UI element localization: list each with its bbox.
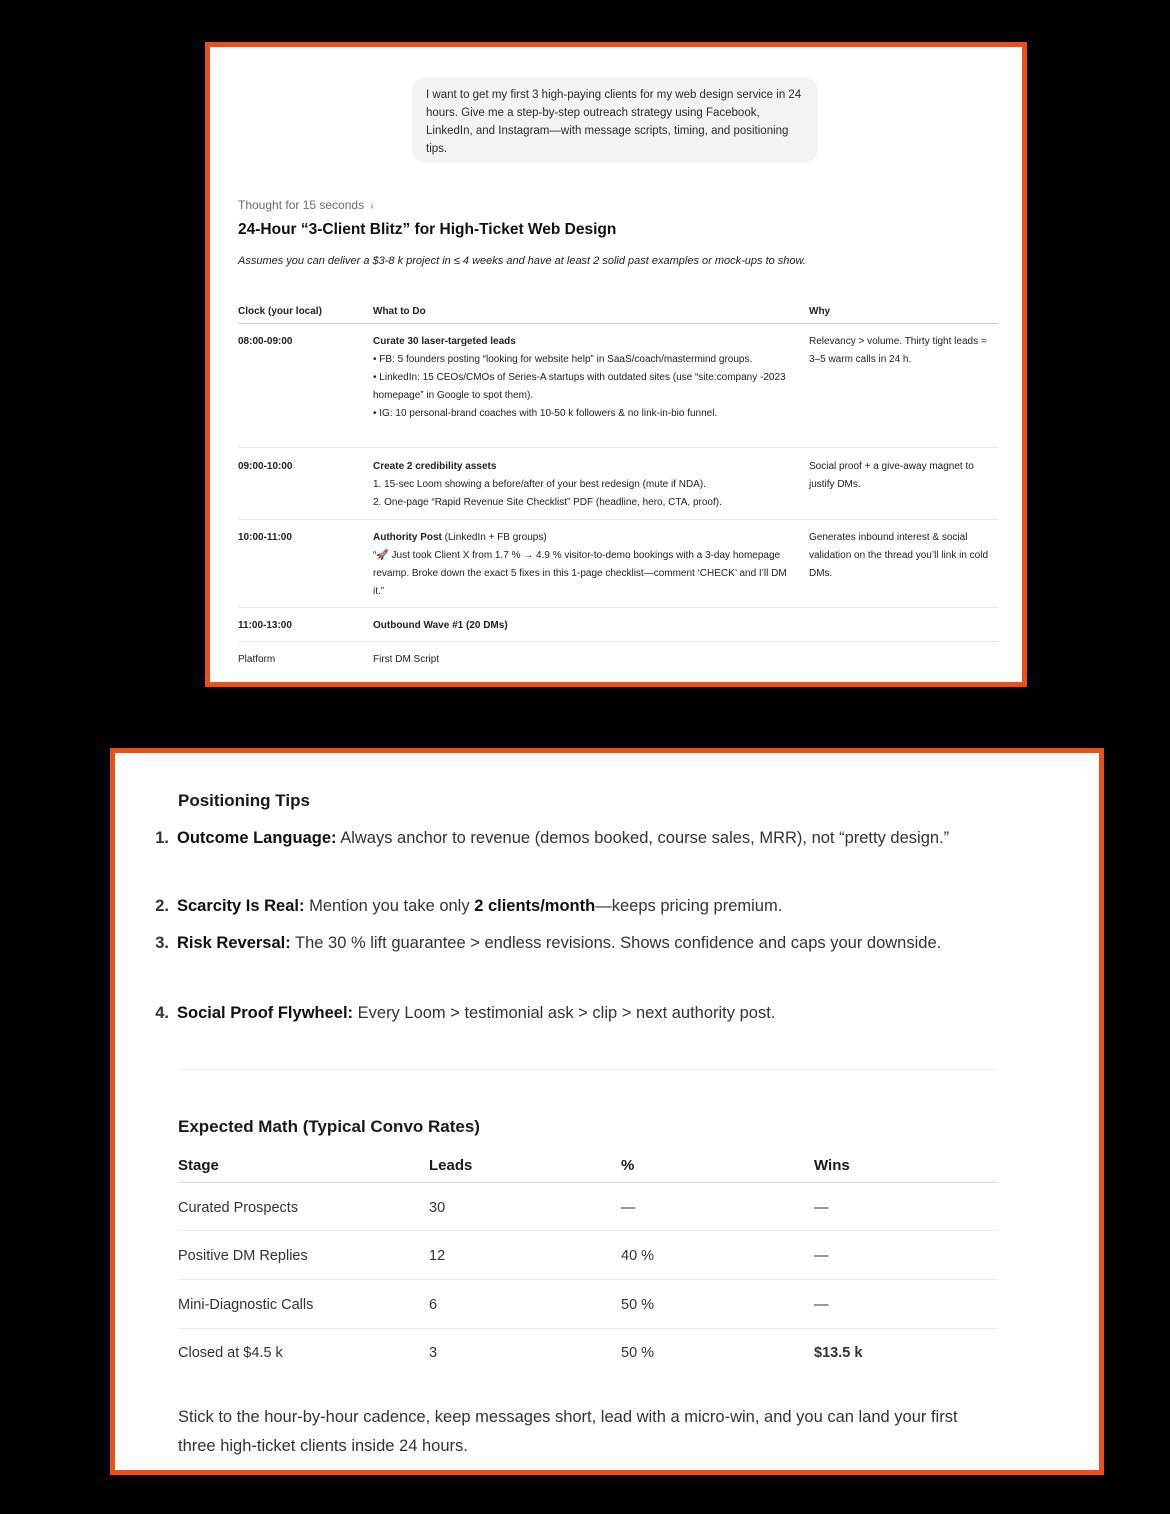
row-line: 1. 15-sec Loom showing a before/after of your best redesign (mute if NDA).: [373, 479, 706, 490]
row-line: “🚀 Just took Client X from 1.7 % → 4.9 % visitor-to-demo bookings with a 3-day homepage revamp. Broke down the exact 5 fixes in this 1-page checklist—comment ‘CHECK’ and I’ll DM it.”: [373, 550, 787, 597]
positioning-heading: Positioning Tips: [178, 791, 310, 810]
cell-leads: 12: [429, 1248, 446, 1264]
tip-bold: 2 clients/month: [474, 897, 596, 915]
row-time: 11:00-13:00: [238, 620, 292, 631]
row-time: 08:00-09:00: [238, 336, 293, 347]
tip-lead: Outcome Language:: [177, 829, 337, 847]
row-what: [373, 617, 788, 635]
row-line: • FB: 5 founders posting “looking for website help” in SaaS/coach/mastermind groups.: [373, 354, 753, 365]
row-title: Authority Post: [373, 532, 442, 543]
assumption-note: Assumes you can deliver a $3-8 k project in ≤ 4 weeks and have at least 2 solid past examples or mock-ups to show.: [238, 255, 806, 267]
divider: [178, 1328, 998, 1329]
chevron-right-icon: ›: [370, 201, 374, 212]
row-what: [373, 529, 788, 601]
row-title: Create 2 credibility assets: [373, 461, 497, 472]
cell-leads: 3: [429, 1345, 438, 1361]
subheader-script: First DM Script: [373, 654, 440, 665]
cell-leads: 6: [429, 1297, 438, 1313]
row-line: 2. One-page “Rapid Revenue Site Checklist” PDF (headline, hero, CTA, proof).: [373, 497, 722, 508]
tip-text: Always anchor to revenue (demos booked, course sales, MRR), not “pretty design.”: [336, 829, 950, 847]
row-what: [373, 333, 788, 423]
row-time: 09:00-10:00: [238, 461, 293, 472]
row-what: [373, 458, 788, 512]
tip-item: [155, 998, 977, 1028]
tip-item: [155, 928, 977, 958]
chat-screenshot-top: [205, 42, 1027, 687]
divider: [178, 1182, 998, 1183]
divider: [178, 1230, 998, 1231]
response-title: 24-Hour “3-Client Blitz” for High-Ticket Web Design: [238, 221, 617, 238]
header-pct: %: [621, 1157, 635, 1174]
divider: [238, 519, 998, 520]
row-why: Generates inbound interest & social validation on the thread you’ll link in cold DMs.: [809, 532, 988, 579]
tip-lead: Scarcity Is Real:: [177, 897, 305, 915]
header-stage: Stage: [178, 1157, 219, 1174]
row-time: 10:00-11:00: [238, 532, 292, 543]
divider: [238, 447, 998, 448]
divider: [238, 323, 998, 324]
tip-lead: Social Proof Flywheel:: [177, 1004, 354, 1022]
tip-number: 4.: [155, 1004, 169, 1022]
row-why: Relevancy > volume. Thirty tight leads = 3–5 warm calls in 24 h.: [809, 336, 987, 365]
row-title: Curate 30 laser-targeted leads: [373, 336, 516, 347]
cell-wins: —: [814, 1297, 829, 1313]
tip-number: 1.: [155, 829, 169, 847]
divider: [238, 641, 998, 642]
row-title: Outbound Wave #1 (20 DMs): [373, 620, 508, 631]
cell-leads: 30: [429, 1200, 446, 1216]
cell-stage: Mini-Diagnostic Calls: [178, 1297, 314, 1313]
cell-pct: 50 %: [621, 1345, 655, 1361]
tip-text: Mention you take only: [304, 897, 475, 915]
tip-number: 2.: [155, 897, 169, 915]
thought-label: Thought for 15 seconds: [238, 198, 365, 212]
cell-pct: 40 %: [621, 1248, 655, 1264]
tip-lead: Risk Reversal:: [177, 934, 291, 952]
closing-paragraph: Stick to the hour-by-hour cadence, keep messages short, lead with a micro-win, and you can land your first three high-ticket clients inside 24 hours.: [178, 1408, 958, 1455]
cell-pct: —: [621, 1200, 636, 1216]
header-wins: Wins: [814, 1157, 850, 1174]
header-clock: Clock (your local): [238, 306, 322, 317]
chat-screenshot-bottom: [110, 748, 1104, 1475]
cell-stage: Curated Prospects: [178, 1200, 299, 1216]
row-title-line: [373, 529, 788, 547]
tip-number: 3.: [155, 934, 169, 952]
tip-item: [155, 891, 977, 921]
row-title-suffix: (LinkedIn + FB groups): [441, 532, 547, 543]
cell-stage: Positive DM Replies: [178, 1248, 308, 1264]
cell-wins-total: $13.5 k: [814, 1345, 863, 1361]
header-what: What to Do: [373, 306, 426, 317]
cell-stage: Closed at $4.5 k: [178, 1345, 283, 1361]
tip-text: Every Loom > testimonial ask > clip > next authority post.: [353, 1004, 776, 1022]
cell-pct: 50 %: [621, 1297, 655, 1313]
subheader-platform: Platform: [238, 654, 276, 665]
row-line: • IG: 10 personal-brand coaches with 10-50 k followers & no link-in-bio funnel.: [373, 408, 718, 419]
tip-text: —keeps pricing premium.: [595, 897, 783, 915]
cell-wins: —: [814, 1248, 829, 1264]
row-why: Social proof + a give-away magnet to justify DMs.: [809, 461, 974, 490]
user-prompt-bubble: I want to get my first 3 high-paying clients for my web design service in 24 hours. Give me a step-by-step outreach strategy using Facebook, LinkedIn, and Instagram—with message scripts, timing, and positioning tips.: [412, 77, 818, 163]
row-line: • LinkedIn: 15 CEOs/CMOs of Series-A startups with outdated sites (use “site:company -2023 homepage” in Google to spot them).: [373, 372, 786, 401]
header-leads: Leads: [429, 1157, 473, 1174]
math-heading: Expected Math (Typical Convo Rates): [178, 1117, 480, 1136]
header-why: Why: [809, 306, 831, 317]
section-divider: [178, 1069, 998, 1070]
cell-wins: —: [814, 1200, 829, 1216]
tip-text: The 30 % lift guarantee > endless revisions. Shows confidence and caps your downside.: [290, 934, 942, 952]
tip-item: [155, 823, 977, 853]
divider: [238, 607, 998, 608]
thought-toggle[interactable]: [238, 198, 373, 212]
divider: [178, 1279, 998, 1280]
